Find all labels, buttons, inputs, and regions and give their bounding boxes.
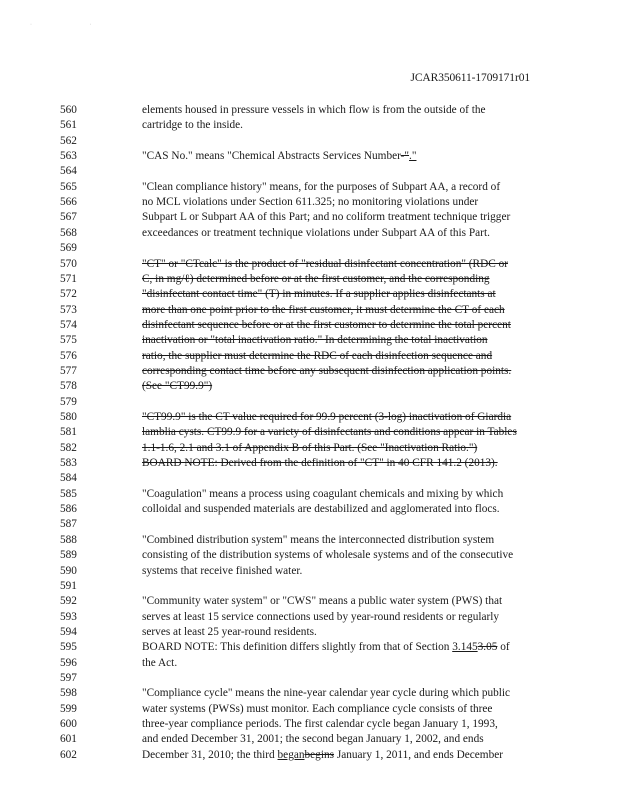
document-line: [0, 687, 618, 700]
document-line: [0, 749, 618, 762]
line-text: [142, 503, 542, 516]
line-number: 588: [60, 533, 77, 546]
line-number: 577: [60, 364, 77, 377]
line-number: 601: [60, 733, 77, 746]
text-segment: of: [497, 641, 510, 654]
document-line: [0, 733, 618, 746]
document-line: [0, 411, 618, 424]
text-segment: no MCL violations under Section 611.325; no monitoring violations under: [142, 196, 479, 209]
document-line: [0, 227, 618, 240]
line-number: 592: [60, 595, 77, 608]
document-line: [0, 304, 618, 317]
text-segment: serves at least 15 service connections used by year-round residents or regularly: [142, 610, 500, 623]
line-text: [142, 457, 542, 470]
line-number: 591: [60, 579, 77, 592]
text-segment: serves at least 25 year-round residents.: [142, 625, 317, 638]
line-text: [142, 549, 542, 562]
line-number: 567: [60, 211, 77, 224]
deleted-text: C, in mg/ℓ) determined before or at the first customer, and the corresponding: [142, 272, 490, 285]
document-line: [0, 242, 618, 255]
deleted-text: 1.1-1.6, 2.1 and 3.1 of Appendix B of this Part. (See "Inactivation Ratio."): [142, 441, 478, 454]
document-line: [0, 626, 618, 639]
document-line: [0, 365, 618, 378]
line-text: [142, 687, 542, 700]
line-text: [142, 350, 542, 363]
line-number: 602: [60, 748, 77, 761]
text-segment: water systems (PWSs) must monitor. Each compliance cycle consists of three: [142, 702, 493, 715]
text-segment: exceedances or treatment technique violations under Subpart AA of this Part.: [142, 226, 490, 239]
deleted-text: BOARD NOTE: Derived from the definition of "CT" in 40 CFR 141.2 (2013).: [142, 457, 498, 470]
line-number: 570: [60, 257, 77, 270]
document-line: [0, 580, 618, 593]
line-number: 561: [60, 119, 77, 132]
text-segment: January 1, 2011, and ends December: [334, 748, 503, 761]
document-line: [0, 319, 618, 332]
line-text: [142, 181, 542, 194]
line-text: [142, 150, 542, 163]
line-number: 586: [60, 503, 77, 516]
line-text: [142, 657, 542, 670]
deleted-text: -": [400, 150, 410, 163]
document-line: [0, 472, 618, 485]
deleted-text: disinfectant sequence before or at the first customer to determine the total percent: [142, 318, 511, 331]
line-number: 594: [60, 625, 77, 638]
line-text: [142, 211, 542, 224]
document-line: [0, 565, 618, 578]
text-segment: cartridge to the inside.: [142, 119, 244, 132]
line-number: 562: [60, 134, 77, 147]
document-line: [0, 350, 618, 363]
deleted-text: (See "CT99.9"): [142, 380, 213, 393]
line-number: 597: [60, 671, 77, 684]
line-number: 573: [60, 303, 77, 316]
document-line: [0, 518, 618, 531]
document-line: [0, 135, 618, 148]
text-segment: three-year compliance periods. The first calendar cycle began January 1, 1993,: [142, 718, 498, 730]
line-text: [142, 273, 542, 286]
line-text: [142, 304, 542, 317]
line-text: [142, 626, 542, 639]
line-number: 569: [60, 242, 77, 255]
text-segment: Subpart L or Subpart AA of this Part; and no coliform treatment technique trigger: [142, 211, 511, 224]
document-line: [0, 703, 618, 716]
document-line: [0, 457, 618, 470]
document-line: [0, 442, 618, 455]
line-text: [142, 595, 542, 608]
text-segment: the Act.: [142, 656, 178, 669]
line-text: [142, 442, 542, 455]
deleted-text: ratio, the supplier must determine the RDC of each disinfection sequence and: [142, 349, 493, 362]
document-line: [0, 396, 618, 409]
document-line: [0, 718, 618, 731]
text-segment: "Compliance cycle" means the nine-year calendar year cycle during which public: [142, 687, 511, 700]
line-number: 574: [60, 318, 77, 331]
document-line: [0, 488, 618, 501]
document-line: [0, 595, 618, 608]
document-line: [0, 503, 618, 516]
line-number: 583: [60, 457, 77, 470]
text-segment: consisting of the distribution systems of wholesale systems and of the consecutive: [142, 549, 514, 562]
line-number: 582: [60, 441, 77, 454]
document-id-header: JCAR350611-1709171r01: [410, 72, 530, 84]
deleted-text: begins: [304, 748, 335, 761]
deleted-text: "CT99.9" is the CT value required for 99.9 percent (3-log) inactivation of Giardia: [142, 411, 512, 423]
document-line: [0, 196, 618, 209]
line-number: 585: [60, 487, 77, 500]
text-segment: BOARD NOTE: This definition differs slightly from that of Section: [142, 641, 453, 654]
document-line: [0, 273, 618, 286]
line-number: 600: [60, 718, 77, 730]
line-number: 565: [60, 180, 77, 193]
inserted-text: .": [409, 150, 417, 163]
line-number: 599: [60, 702, 77, 715]
line-text: [142, 365, 542, 378]
text-segment: December 31, 2010; the third: [142, 748, 278, 761]
line-text: [142, 426, 542, 439]
text-segment: "Clean compliance history" means, for the purposes of Subpart AA, a record of: [142, 180, 501, 193]
line-text: [142, 104, 542, 117]
document-line: [0, 672, 618, 685]
line-text: [142, 534, 542, 547]
text-segment: "Coagulation" means a process using coagulant chemicals and mixing by which: [142, 487, 504, 500]
document-line: [0, 380, 618, 393]
line-number: 576: [60, 349, 77, 362]
line-number: 598: [60, 687, 77, 700]
line-number: 575: [60, 334, 77, 347]
deleted-text: lamblia cysts. CT99.9 for a variety of disinfectants and conditions appear in Tables: [142, 426, 517, 439]
document-line: [0, 211, 618, 224]
line-number: 590: [60, 564, 77, 577]
deleted-text: "CT" or "CTcalc" is the product of "residual disinfectant concentration" (RDC or: [142, 257, 509, 270]
line-text: [142, 119, 542, 132]
line-text: [142, 703, 542, 716]
text-segment: systems that receive finished water.: [142, 564, 303, 577]
document-line: [0, 181, 618, 194]
line-number: 587: [60, 518, 77, 531]
inserted-text: began: [277, 748, 305, 761]
line-number: 568: [60, 226, 77, 239]
line-number: 572: [60, 288, 77, 301]
line-text: [142, 319, 542, 332]
text-segment: "CAS No." means "Chemical Abstracts Services Number: [142, 150, 401, 163]
line-text: [142, 258, 542, 271]
scan-marks: · ·: [30, 22, 120, 28]
deleted-text: 3.05: [477, 641, 498, 654]
line-text: [142, 196, 542, 209]
line-text: [142, 611, 542, 624]
line-number: 593: [60, 610, 77, 623]
text-segment: colloidal and suspended materials are destabilized and agglomerated into flocs.: [142, 503, 500, 516]
line-text: [142, 718, 542, 731]
line-number: 596: [60, 656, 77, 669]
line-text: [142, 288, 542, 301]
deleted-text: "disinfectant contact time" (T) in minutes. If a supplier applies disinfectants at: [142, 288, 496, 301]
line-number: 566: [60, 196, 77, 209]
document-line: [0, 611, 618, 624]
document-line: [0, 334, 618, 347]
document-line: [0, 549, 618, 562]
line-number: 580: [60, 411, 77, 423]
deleted-text: more than one point prior to the first customer, it must determine the CT of each: [142, 303, 505, 316]
document-line: [0, 657, 618, 670]
line-number: 595: [60, 641, 77, 654]
document-line: [0, 641, 618, 654]
line-text: [142, 488, 542, 501]
line-number: 589: [60, 549, 77, 562]
inserted-text: 3.145: [452, 641, 478, 654]
document-line: [0, 426, 618, 439]
line-number: 564: [60, 165, 77, 178]
line-number: 578: [60, 380, 77, 393]
document-line: [0, 258, 618, 271]
text-segment: "Community water system" or "CWS" means a public water system (PWS) that: [142, 595, 503, 608]
document-line: [0, 165, 618, 178]
line-number: 563: [60, 150, 77, 163]
document-line: [0, 119, 618, 132]
line-text: [142, 749, 542, 762]
text-segment: "Combined distribution system" means the interconnected distribution system: [142, 533, 495, 546]
document-line: [0, 288, 618, 301]
line-text: [142, 641, 542, 654]
document-line: [0, 150, 618, 163]
line-text: [142, 380, 542, 393]
line-number: 579: [60, 395, 77, 408]
line-text: [142, 411, 542, 424]
deleted-text: inactivation or "total inactivation ratio." In determining the total inactivation: [142, 334, 488, 347]
text-segment: and ended December 31, 2001; the second began January 1, 2002, and ends: [142, 733, 484, 746]
document-line: [0, 104, 618, 117]
line-number: 560: [60, 104, 77, 116]
line-text: [142, 733, 542, 746]
line-number: 581: [60, 426, 77, 439]
line-text: [142, 565, 542, 578]
text-segment: elements housed in pressure vessels in which flow is from the outside of the: [142, 104, 486, 116]
line-number: 571: [60, 272, 77, 285]
line-number: 584: [60, 472, 77, 485]
deleted-text: corresponding contact time before any subsequent disinfection application points.: [142, 364, 512, 377]
document-line: [0, 534, 618, 547]
line-text: [142, 334, 542, 347]
line-text: [142, 227, 542, 240]
